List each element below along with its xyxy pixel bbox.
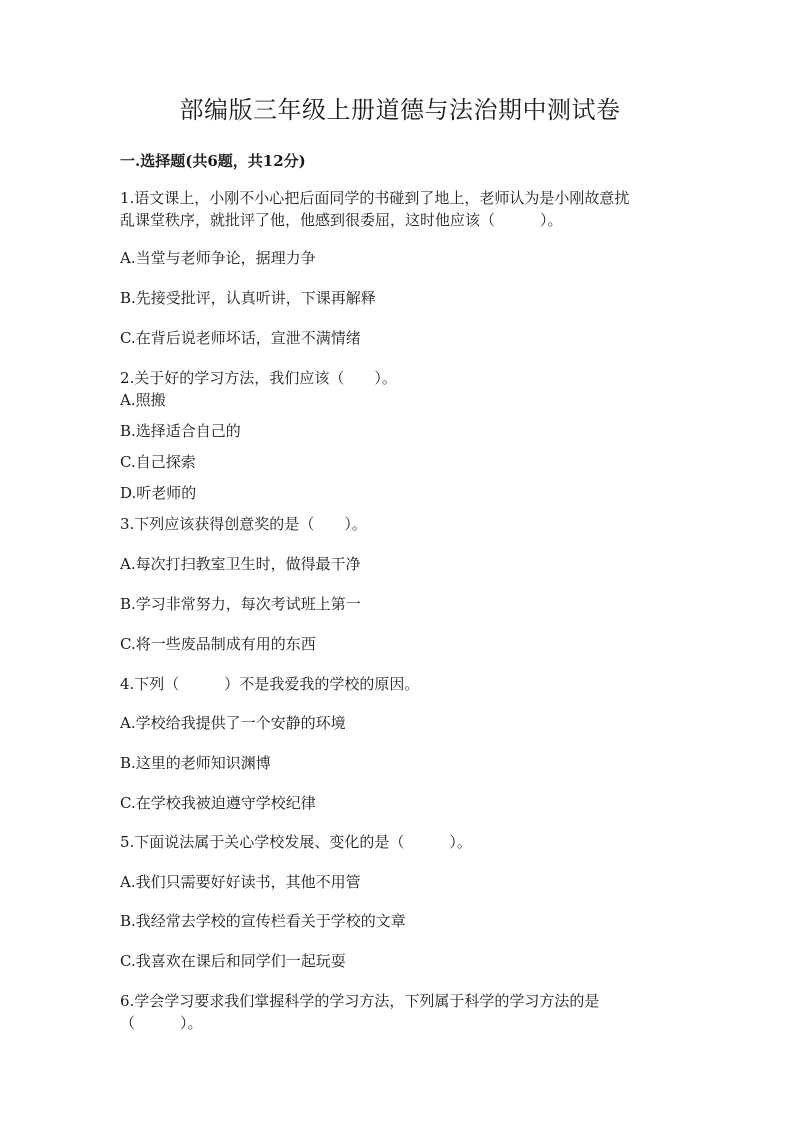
question-1-option-c: C.在背后说老师坏话，宣泄不满情绪 xyxy=(120,329,361,347)
question-5-stem: 5.下面说法属于关心学校发展、变化的是（ ）。 xyxy=(120,833,472,851)
question-4-option-a: A.学校给我提供了一个安静的环境 xyxy=(120,714,346,732)
question-6-stem-line-2: （ ）。 xyxy=(120,1014,203,1032)
question-1-stem-line-1: 1.语文课上，小刚不小心把后面同学的书碰到了地上，老师认为是小刚故意扰 xyxy=(120,189,630,207)
question-1-option-a: A.当堂与老师争论，据理力争 xyxy=(120,249,316,267)
question-3-stem: 3.下列应该获得创意奖的是（ ）。 xyxy=(120,515,367,533)
question-3-option-b: B.学习非常努力，每次考试班上第一 xyxy=(120,595,361,613)
question-2-option-d: D.听老师的 xyxy=(120,484,197,502)
question-1-option-b: B.先接受批评，认真听讲，下课再解释 xyxy=(120,289,376,307)
question-3-option-a: A.每次打扫教室卫生时，做得最干净 xyxy=(120,555,361,573)
question-2-option-a: A.照搬 xyxy=(120,391,166,409)
question-3-option-c: C.将一些废品制成有用的东西 xyxy=(120,635,316,653)
question-1-stem-line-2: 乱课堂秩序，就批评了他，他感到很委屈，这时他应该（ ）。 xyxy=(120,211,563,229)
question-5-option-a: A.我们只需要好好读书，其他不用管 xyxy=(120,873,361,891)
question-4-option-b: B.这里的老师知识渊博 xyxy=(120,754,271,772)
section-heading: 一.选择题(共6题，共12分) xyxy=(120,152,306,170)
question-2-option-b: B.选择适合自己的 xyxy=(120,422,241,440)
question-4-stem: 4.下列（ ）不是我爱我的学校的原因。 xyxy=(120,675,420,693)
question-6-stem-line-1: 6.学会学习要求我们掌握科学的学习方法，下列属于科学的学习方法的是 xyxy=(120,992,600,1010)
question-2-option-c: C.自己探索 xyxy=(120,453,196,471)
question-2-stem: 2.关于好的学习方法，我们应该（ ）。 xyxy=(120,369,397,387)
question-5-option-b: B.我经常去学校的宣传栏看关于学校的文章 xyxy=(120,912,406,930)
question-5-option-c: C.我喜欢在课后和同学们一起玩耍 xyxy=(120,952,346,970)
question-4-option-c: C.在学校我被迫遵守学校纪律 xyxy=(120,794,316,812)
page-title: 部编版三年级上册道德与法治期中测试卷 xyxy=(179,96,621,124)
